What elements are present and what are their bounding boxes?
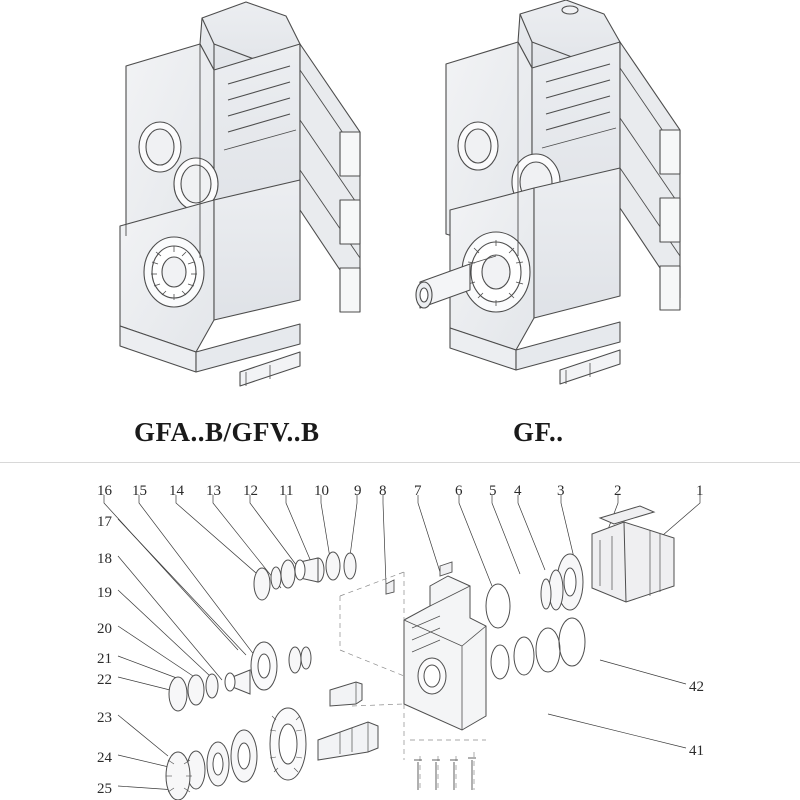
callout-17: 17: [97, 514, 112, 530]
callout-2: 2: [614, 483, 622, 499]
callout-13: 13: [206, 483, 221, 499]
callout-9: 9: [354, 483, 362, 499]
figure-caption-right: GF..: [513, 417, 564, 447]
callout-6: 6: [455, 483, 463, 499]
callout-41: 41: [689, 743, 704, 759]
callout-4: 4: [514, 483, 522, 499]
callout-24: 24: [97, 750, 112, 766]
callout-22: 22: [97, 672, 112, 688]
callout-21: 21: [97, 651, 112, 667]
callout-3: 3: [557, 483, 565, 499]
callout-23: 23: [97, 710, 112, 726]
callout-18: 18: [97, 551, 112, 567]
callout-7: 7: [414, 483, 422, 499]
callout-5: 5: [489, 483, 497, 499]
callout-25: 25: [97, 781, 112, 797]
callout-15: 15: [132, 483, 147, 499]
callout-8: 8: [379, 483, 387, 499]
callout-16: 16: [97, 483, 112, 499]
callout-12: 12: [243, 483, 258, 499]
callout-20: 20: [97, 621, 112, 637]
callout-10: 10: [314, 483, 329, 499]
callout-42: 42: [689, 679, 704, 695]
figure-caption-left: GFA..B/GFV..B: [134, 417, 320, 447]
callout-14: 14: [169, 483, 184, 499]
callout-19: 19: [97, 585, 112, 601]
callout-11: 11: [279, 483, 294, 499]
callout-1: 1: [696, 483, 704, 499]
